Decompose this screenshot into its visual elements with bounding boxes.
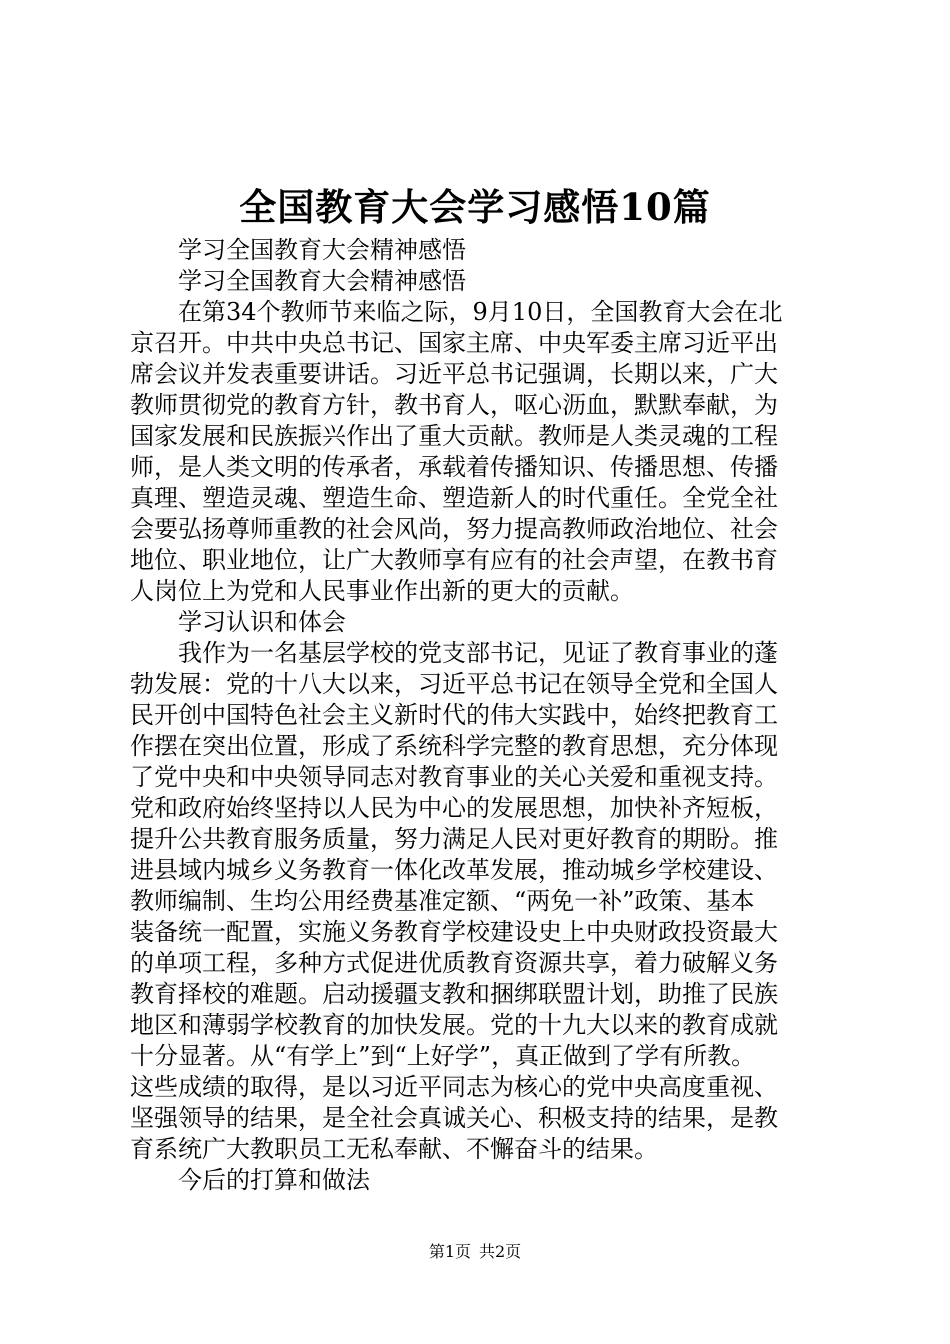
text-line: 坚强领导的结果，是全社会真诚关心、积极支持的结果，是教 [130, 1104, 778, 1132]
text-line: 京召开。中共中央总书记、国家主席、中央军委主席习近平出 [130, 329, 778, 357]
text-line: 民开创中国特色社会主义新时代的伟大实践中，始终把教育工 [130, 701, 778, 729]
text-line: 勃发展：党的十八大以来，习近平总书记在领导全党和全国人 [130, 670, 778, 698]
text-line: 席会议并发表重要讲话。习近平总书记强调，长期以来，广大 [130, 360, 778, 388]
text-line: 装备统一配置，实施义务教育学校建设史上中央财政投资最大 [130, 918, 778, 946]
text-line: 我作为一名基层学校的党支部书记，见证了教育事业的蓬 [178, 639, 778, 667]
text-line: 会要弘扬尊师重教的社会风尚，努力提高教师政治地位、社会 [130, 515, 778, 543]
text-line: 学习认识和体会 [178, 608, 346, 636]
page-number-current: 第1页 [428, 1242, 471, 1261]
text-line: 真理、塑造灵魂、塑造生命、塑造新人的时代重任。全党全社 [130, 484, 778, 512]
text-line: 地位、职业地位，让广大教师享有应有的社会声望，在教书育 [130, 546, 778, 574]
text-line: 教师编制、生均公用经费基准定额、“两免一补”政策、基本 [130, 887, 755, 915]
text-line: 人岗位上为党和人民事业作出新的更大的贡献。 [130, 577, 634, 605]
text-line: 了党中央和中央领导同志对教育事业的关心关爱和重视支持。 [130, 763, 778, 791]
text-line: 教育择校的难题。启动援疆支教和捆绑联盟计划，助推了民族 [130, 980, 778, 1008]
page-footer [0, 1240, 950, 1264]
text-line: 在第34个教师节来临之际，9月10日，全国教育大会在北 [178, 298, 783, 326]
text-line: 提升公共教育服务质量，努力满足人民对更好教育的期盼。推 [130, 825, 778, 853]
text-line: 国家发展和民族振兴作出了重大贡献。教师是人类灵魂的工程 [130, 422, 778, 450]
text-line: 进县域内城乡义务教育一体化改革发展，推动城乡学校建设、 [130, 856, 778, 884]
text-line: 教师贯彻党的教育方针，教书育人，呕心沥血，默默奉献，为 [130, 391, 778, 419]
text-line: 学习全国教育大会精神感悟 [178, 267, 466, 295]
page-number-total: 共2页 [479, 1242, 522, 1261]
document-body [130, 235, 850, 1196]
text-line: 党和政府始终坚持以人民为中心的发展思想，加快补齐短板， [130, 794, 778, 822]
text-line: 的单项工程，多种方式促进优质教育资源共享，着力破解义务 [130, 949, 778, 977]
text-line: 学习全国教育大会精神感悟 [178, 236, 466, 264]
text-line: 今后的打算和做法 [178, 1166, 370, 1194]
document-title: 全国教育大会学习感悟10篇 [239, 185, 711, 229]
text-line: 十分显著。从“有学上”到“上好学”，真正做到了学有所教。 [130, 1042, 756, 1070]
text-line: 地区和薄弱学校教育的加快发展。党的十九大以来的教育成就 [130, 1011, 778, 1039]
text-line: 育系统广大教职员工无私奉献、不懈奋斗的结果。 [130, 1135, 658, 1163]
text-line: 作摆在突出位置，形成了系统科学完整的教育思想，充分体现 [130, 732, 778, 760]
text-line: 师，是人类文明的传承者，承载着传播知识、传播思想、传播 [130, 453, 778, 481]
text-line: 这些成绩的取得，是以习近平同志为核心的党中央高度重视、 [130, 1073, 778, 1101]
